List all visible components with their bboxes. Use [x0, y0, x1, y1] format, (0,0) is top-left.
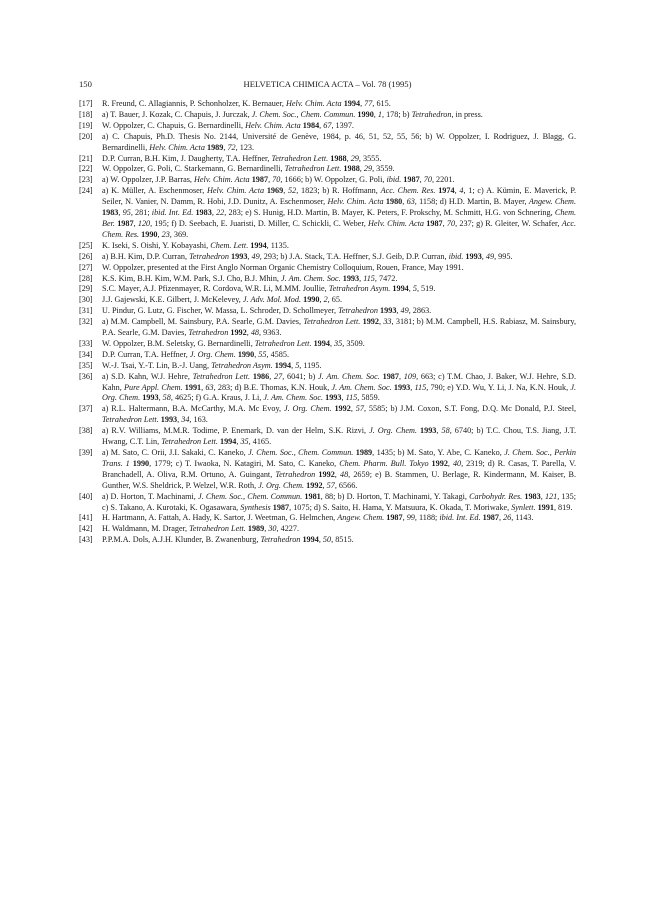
reference-number: [38] [79, 426, 93, 436]
reference-text: J.J. Gajewski, K.E. Gilbert, J. McKelevey, J. Adv. Mol. Mod. 1990, 2, 65. [102, 295, 342, 305]
reference-text: a) C. Chapuis, Ph.D. Thesis No. 2144, Université de Genève, 1984, p. 46, 51, 52, 55, 56; b) W. Oppolzer, I. Rodriguez, J. Blagg, G. Bernardinelli, Helv. Chim. Acta 1989, 72, 123. [102, 131, 576, 152]
reference-text: a) W. Oppolzer, J.P. Barras, Helv. Chim. Acta 1987, 70, 1666; b) W. Oppolzer, G. Poli, ibid. 1987, 70, 2201. [102, 175, 455, 185]
reference-number: [24] [79, 186, 93, 196]
reference-item [79, 492, 576, 514]
reference-number: [19] [79, 120, 93, 130]
reference-item [79, 121, 576, 132]
running-head: HELVETICA CHIMICA ACTA – Vol. 78 (1995) [243, 79, 412, 89]
page-header [79, 77, 576, 91]
reference-text: a) D. Horton, T. Machinami, J. Chem. Soc., Chem. Commun. 1981, 88; b) D. Horton, T. Machinami, Y. Takagi, Carbohydr. Res. 1983, 121, 135; c) S. Takano, A. Kurotaki, K. Ogasawara, Synthesis 1987, 1075; d) S. Saito, H. Hama, Y. Matsuura, K. Okada, T. Moriwake, Synlett. 1991, 819. [102, 491, 576, 512]
reference-text: a) K. Müller, A. Eschenmoser, Helv. Chim. Acta 1969, 52, 1823; b) R. Hoffmann, Acc. Chem. Res. 1974, 4, 1; c) A. Kümin, E. Maverick, P. Seiler, N. Vanier, N. Damm, R. Hobi, J.D. Dunitz, A. Eschenmoser, Helv. Chim. Acta 1980, 63, 1158; d) H.D. Martin, B. Mayer, Angew. Chem. 1983, 95, 281; ibid. Int. Ed. 1983, 22, 283; e) S. Hunig, H.D. Martin, B. Mayer, K. Peters, F. Prokschy, M. Schmitt, H.G. von Schnering, Chem. Ber. 1987, 120, 195; f) D. Seebach, E. Juaristi, D. Miller, C. Schickli, C. Weber, Helv. Chim. Acta 1987, 70, 237; g) R. Gleiter, W. Schafer, Acc. Chem. Res. 1990, 23, 369. [102, 186, 577, 239]
reference-text: a) T. Bauer, J. Kozak, C. Chapuis, J. Jurczak, J. Chem. Soc., Chem. Commun. 1990, 1, 178; b) Tetrahedron, in press. [102, 109, 483, 119]
reference-item [79, 252, 576, 263]
reference-number: [17] [79, 99, 93, 108]
reference-item [79, 110, 576, 121]
reference-text: a) M.M. Campbell, M. Sainsbury, P.A. Searle, G.M. Davies, Tetrahedron Lett. 1992, 33, 3181; b) M.M. Campbell, H.S. Rabiasz, M. Sainsbury, P.A. Searle, G.M. Davies, Tetrahedron 1992, 48, 9363. [102, 317, 577, 338]
reference-item [79, 132, 576, 154]
reference-number: [35] [79, 360, 93, 370]
reference-number: [42] [79, 524, 93, 534]
reference-text: W. Oppolzer, C. Chapuis, G. Bernardinelli, Helv. Chim. Acta 1984, 67, 1397. [102, 120, 354, 130]
reference-number: [30] [79, 295, 93, 305]
reference-item [79, 274, 576, 285]
reference-text: S.C. Mayer, A.J. Pfizenmayer, R. Cordova, W.R. Li, M.MM. Joullie, Tetrahedron Asym. 1994, 5, 519. [102, 284, 436, 294]
reference-number: [32] [79, 317, 93, 327]
reference-text: K.S. Kim, B.H. Kim, W.M. Park, S.J. Cho, B.J. Mhin, J. Am. Chem. Soc. 1993, 115, 7472. [102, 273, 398, 283]
reference-text: a) R.V. Williams, M.M.R. Todime, P. Enemark, D. van der Helm, S.K. Rizvi, J. Org. Chem. 1993, 58, 6740; b) T.C. Chou, T.S. Jiang, J.T. Hwang, C.T. Lin, Tetrahedron Lett. 1994, 35, 4165. [102, 426, 577, 447]
reference-item [79, 513, 576, 524]
reference-text: P.P.M.A. Dols, A.J.H. Klunder, B. Zwanenburg, Tetrahedron 1994, 50, 8515. [102, 535, 354, 545]
reference-item [79, 350, 576, 361]
reference-number: [22] [79, 164, 93, 174]
reference-item [79, 154, 576, 165]
reference-list [79, 99, 576, 546]
reference-text: W.-J. Tsai, Y.-T. Lin, B.-J. Uang, Tetrahedron Asym. 1994, 5, 1195. [102, 360, 322, 370]
reference-text: W. Oppolzer, G. Poli, C. Starkemann, G. Bernardinelli, Tetrahedron Lett. 1988, 29, 3559. [102, 164, 395, 174]
reference-text: W. Oppolzer, B.M. Seletsky, G. Bernardinelli, Tetrahedron Lett. 1994, 35, 3509. [102, 338, 365, 348]
reference-item [79, 339, 576, 350]
reference-item [79, 284, 576, 295]
reference-text: W. Oppolzer, presented at the First Anglo Norman Organic Chemistry Colloquium, Rouen, France, May 1991. [102, 262, 464, 272]
reference-number: [21] [79, 153, 93, 163]
reference-text: K. Iseki, S. Oishi, Y. Kobayashi, Chem. Lett. 1994, 1135. [102, 240, 289, 250]
reference-item [79, 372, 576, 405]
page-number: 150 [79, 79, 92, 89]
reference-item [79, 295, 576, 306]
reference-number: [34] [79, 349, 93, 359]
reference-text: D.P. Curran, B.H. Kim, J. Daugherty, T.A. Heffner, Tetrahedron Lett. 1988, 29, 3555. [102, 153, 382, 163]
reference-number: [18] [79, 109, 93, 119]
reference-number: [27] [79, 262, 93, 272]
reference-text: D.P. Curran, T.A. Heffner, J. Org. Chem. 1990, 55, 4585. [102, 349, 289, 359]
reference-number: [20] [79, 131, 93, 141]
reference-number: [36] [79, 371, 93, 381]
reference-item [79, 317, 576, 339]
reference-number: [31] [79, 306, 93, 316]
reference-text: U. Pindur, G. Lutz, G. Fischer, W. Massa, L. Schroder, D. Schollmeyer, Tetrahedron 1993, 49, 2863. [102, 306, 432, 316]
reference-text: H. Hartmann, A. Fattah, A. Hady, K. Sartor, J. Weetman, G. Helmchen, Angew. Chem. 1987, 99, 1188; ibid. Int. Ed. 1987, 26, 1143. [102, 513, 534, 523]
reference-number: [41] [79, 513, 93, 523]
reference-item [79, 263, 576, 274]
reference-number: [23] [79, 175, 93, 185]
reference-number: [29] [79, 284, 93, 294]
reference-item [79, 306, 576, 317]
reference-text: H. Waldmann, M. Drager, Tetrahedron Lett. 1989, 30, 4227. [102, 524, 300, 534]
reference-text: a) M. Sato, C. Orii, J.I. Sakaki, C. Kaneko, J. Chem. Soc., Chem. Commun. 1989, 1435; b) M. Sato, Y. Abe, C. Kaneko, J. Chem. Soc., Perkin Trans. 1 1990, 1779; c) T. Iwaoka, N. Katagiri, M. Sato, C. Kaneko, Chem. Pharm. Bull. Tokyo 1992, 40, 2319; d) R. Casas, T. Parella, V. Branchadell, A. Oliva, R.M. Ortuno, A. Guingant, Tetrahedron 1992, 48, 2659; e) B. Stammen, U. Berlage, R. Kindermann, M. Kaiser, B. Gunther, W.S. Sheldrick, P. Welzel, W.R. Roth, J. Org. Chem. 1992, 57, 6566. [102, 448, 577, 490]
reference-item [79, 361, 576, 372]
reference-item [79, 535, 576, 546]
reference-number: [25] [79, 240, 93, 250]
reference-item [79, 448, 576, 492]
reference-number: [39] [79, 448, 93, 457]
reference-number: [43] [79, 535, 93, 545]
reference-item [79, 241, 576, 252]
reference-item [79, 99, 576, 110]
reference-text: a) B.H. Kim, D.P. Curran, Tetrahedron 1993, 49, 293; b) J.A. Stack, T.A. Heffner, S.J. Geib, D.P. Curran, ibid. 1993, 49, 995. [102, 251, 513, 261]
reference-number: [40] [79, 491, 93, 501]
reference-item [79, 524, 576, 535]
reference-item [79, 404, 576, 426]
reference-item [79, 186, 576, 241]
reference-text: a) S.D. Kahn, W.J. Hehre, Tetrahedron Lett. 1986, 27, 6041; b) J. Am. Chem. Soc. 1987, 109, 663; c) T.M. Chao, J. Baker, W.J. Hehre, S.D. Kahn, Pure Appl. Chem. 1991, 63, 283; d) B.E. Thomas, K.N. Houk, J. Am. Chem. Soc. 1993, 115, 790; e) Y.D. Wu, Y. Li, J. Na, K.N. Houk, J. Org. Chem. 1993, 58, 4625; f) G.A. Kraus, J. Li, J. Am. Chem. Soc. 1993, 115, 5859. [102, 371, 577, 403]
reference-text: R. Freund, C. Allagiannis, P. Schonholzer, K. Bernauer, Helv. Chim. Acta 1994, 77, 615. [102, 99, 391, 108]
reference-number: [26] [79, 251, 93, 261]
reference-item [79, 426, 576, 448]
reference-item [79, 175, 576, 186]
reference-number: [37] [79, 404, 93, 414]
reference-number: [33] [79, 338, 93, 348]
reference-number: [28] [79, 273, 93, 283]
reference-item [79, 164, 576, 175]
reference-text: a) R.L. Haltermann, B.A. McCarthy, M.A. Mc Evoy, J. Org. Chem. 1992, 57, 5585; b) J.M. Coxon, S.T. Fong, D.Q. Mc Donald, P.J. Steel, Tetrahedron Lett. 1993, 34, 163. [102, 404, 577, 425]
